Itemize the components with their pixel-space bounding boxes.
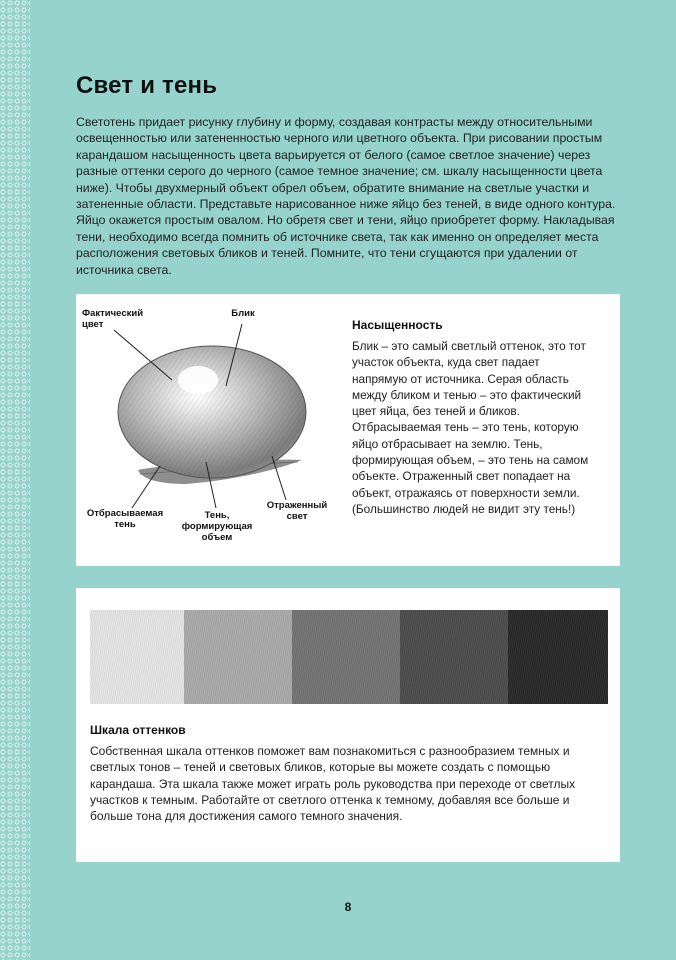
egg-illustration (76, 294, 346, 566)
page-number: 8 (344, 900, 352, 914)
tone-scale-card (76, 588, 620, 862)
saturation-text (352, 318, 596, 517)
decorative-dot-strip (0, 0, 30, 960)
label-actual-color: Фактический цвет (82, 308, 144, 330)
tone-swatch-3 (292, 610, 400, 704)
tone-scale-bar (90, 610, 608, 704)
saturation-card (76, 294, 620, 566)
label-cast-shadow: Отбрасываемая тень (86, 508, 164, 530)
tone-swatch-4 (400, 610, 508, 704)
tone-scale-body: Собственная шкала оттенков поможет вам познакомиться с разнообразием темных и светлых тонов – теней и световых бликов, которые вы можете создать с помощью карандаша. Эта шкала также может играть роль руководства при переходе от светлых участков к темным. Работайте от светлого оттенка к темному, добавляя все больше и больше тона для достижения самого темного значения. (90, 744, 576, 824)
tone-swatch-5 (508, 610, 608, 704)
page-title: Свет и тень (76, 72, 218, 99)
label-highlight: Блик (231, 308, 255, 319)
label-form-shadow: Тень, формирующая объем (181, 510, 253, 543)
tone-swatch-2 (184, 610, 292, 704)
saturation-heading: Насыщенность (352, 318, 443, 332)
tone-swatch-1 (90, 610, 184, 704)
tone-scale-text (90, 723, 610, 824)
label-reflected-light: Отраженный свет (266, 500, 328, 522)
highlight-shape (178, 366, 218, 394)
tone-scale-heading: Шкала оттенков (90, 723, 186, 737)
saturation-body: Блик – это самый светлый оттенок, это тот участок объекта, куда свет падает напрямую от источника. Серая область между бликом и тенью – это фактический цвет яйца, без теней и бликов. Отбрасываемая тень – это тень, которую яйцо отбрасывает на землю. Тень, формирующая объем, – это тень на самом объекте. Отраженный свет попадает на объект, отражаясь от поверхности земли. (Большинство людей не видит эту тень!) (352, 339, 589, 516)
intro-paragraph: Светотень придает рисунку глубину и форму, создавая контрасты между относительными освещенностью или затененностью черного или цветного объекта. При рисовании простым карандашом насыщенность цвета варьируется от белого (самое светлое значение) через разные оттенки серого до черного (самое темное значение; см. шкалу насыщенности цвета ниже). Чтобы двухмерный объект обрел объем, обратите внимание на светлые участки и затененные области. Представьте нарисованное ниже яйцо без теней, в виде одного контура. Яйцо окажется простым овалом. Но обретя свет и тени, яйцо приобретет форму. Накладывая тени, необходимо всегда помнить об источнике света, так как именно он определяет места расположения световых бликов и теней. Помните, что тени сгущаются при удалении от источника света. (76, 115, 616, 277)
